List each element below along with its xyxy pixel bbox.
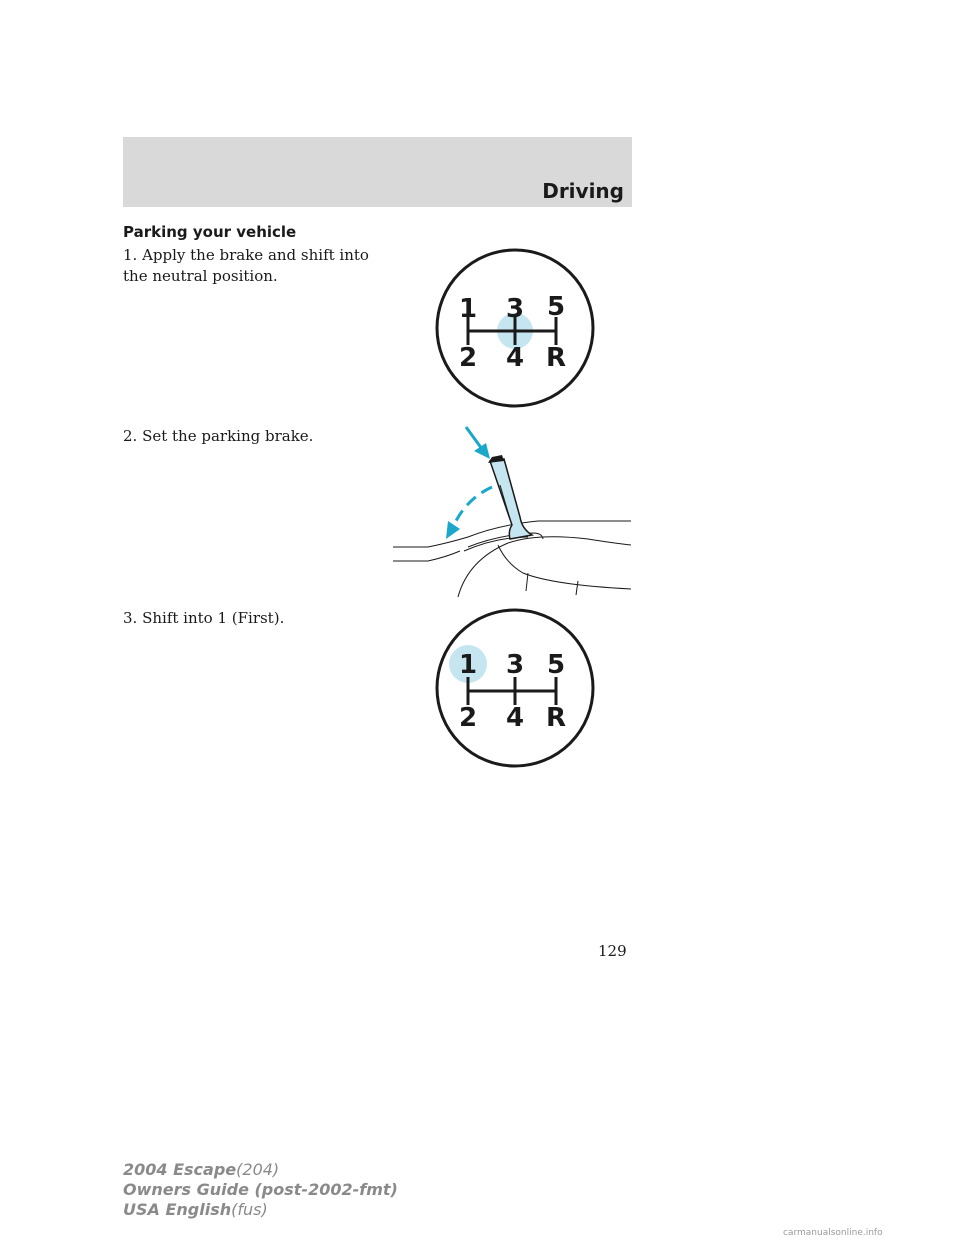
gear-label-1: 1 bbox=[458, 650, 478, 680]
shift-pattern-neutral-figure bbox=[434, 247, 596, 409]
gear-label-3: 3 bbox=[505, 294, 525, 324]
footer-line-2 bbox=[123, 1180, 398, 1200]
lift-arrow-path bbox=[454, 487, 492, 525]
brake-lever bbox=[490, 459, 532, 539]
footer-model-code: (204) bbox=[236, 1160, 280, 1179]
press-arrow-icon bbox=[474, 443, 490, 459]
step-1: 1. Apply the brake and shift into the neutral position. bbox=[123, 246, 369, 285]
gear-label-5: 5 bbox=[546, 292, 566, 322]
footer-guide: Owners Guide (post-2002-fmt) bbox=[123, 1180, 398, 1199]
footer-line-1 bbox=[123, 1160, 398, 1180]
step-3: 3. Shift into 1 (First). bbox=[123, 609, 285, 627]
parking-brake-figure bbox=[388, 425, 633, 600]
gear-label-4: 4 bbox=[505, 343, 525, 373]
watermark: carmanualsonline.info bbox=[783, 1228, 883, 1238]
gear-label-4: 4 bbox=[505, 703, 525, 733]
gear-label-r: R bbox=[545, 703, 567, 733]
gear-label-2: 2 bbox=[458, 343, 478, 373]
gear-label-2: 2 bbox=[458, 703, 478, 733]
header-band bbox=[123, 137, 632, 207]
footer-model: 2004 Escape bbox=[123, 1160, 237, 1179]
section-title: Driving bbox=[542, 179, 624, 203]
step-2: 2. Set the parking brake. bbox=[123, 427, 314, 445]
arrow-dash bbox=[466, 427, 482, 449]
footer-line-3 bbox=[123, 1200, 398, 1220]
gear-label-1: 1 bbox=[458, 294, 478, 324]
page-number: 129 bbox=[598, 942, 627, 960]
gear-label-5: 5 bbox=[546, 650, 566, 680]
footer-language: USA English bbox=[123, 1200, 232, 1219]
gear-label-3: 3 bbox=[505, 650, 525, 680]
footer-language-code: (fus) bbox=[231, 1200, 268, 1219]
lift-arrow-icon bbox=[446, 521, 460, 539]
footer bbox=[123, 1160, 398, 1220]
gear-label-r: R bbox=[545, 343, 567, 373]
subheading: Parking your vehicle bbox=[123, 223, 297, 241]
shift-pattern-first-figure bbox=[434, 607, 596, 769]
